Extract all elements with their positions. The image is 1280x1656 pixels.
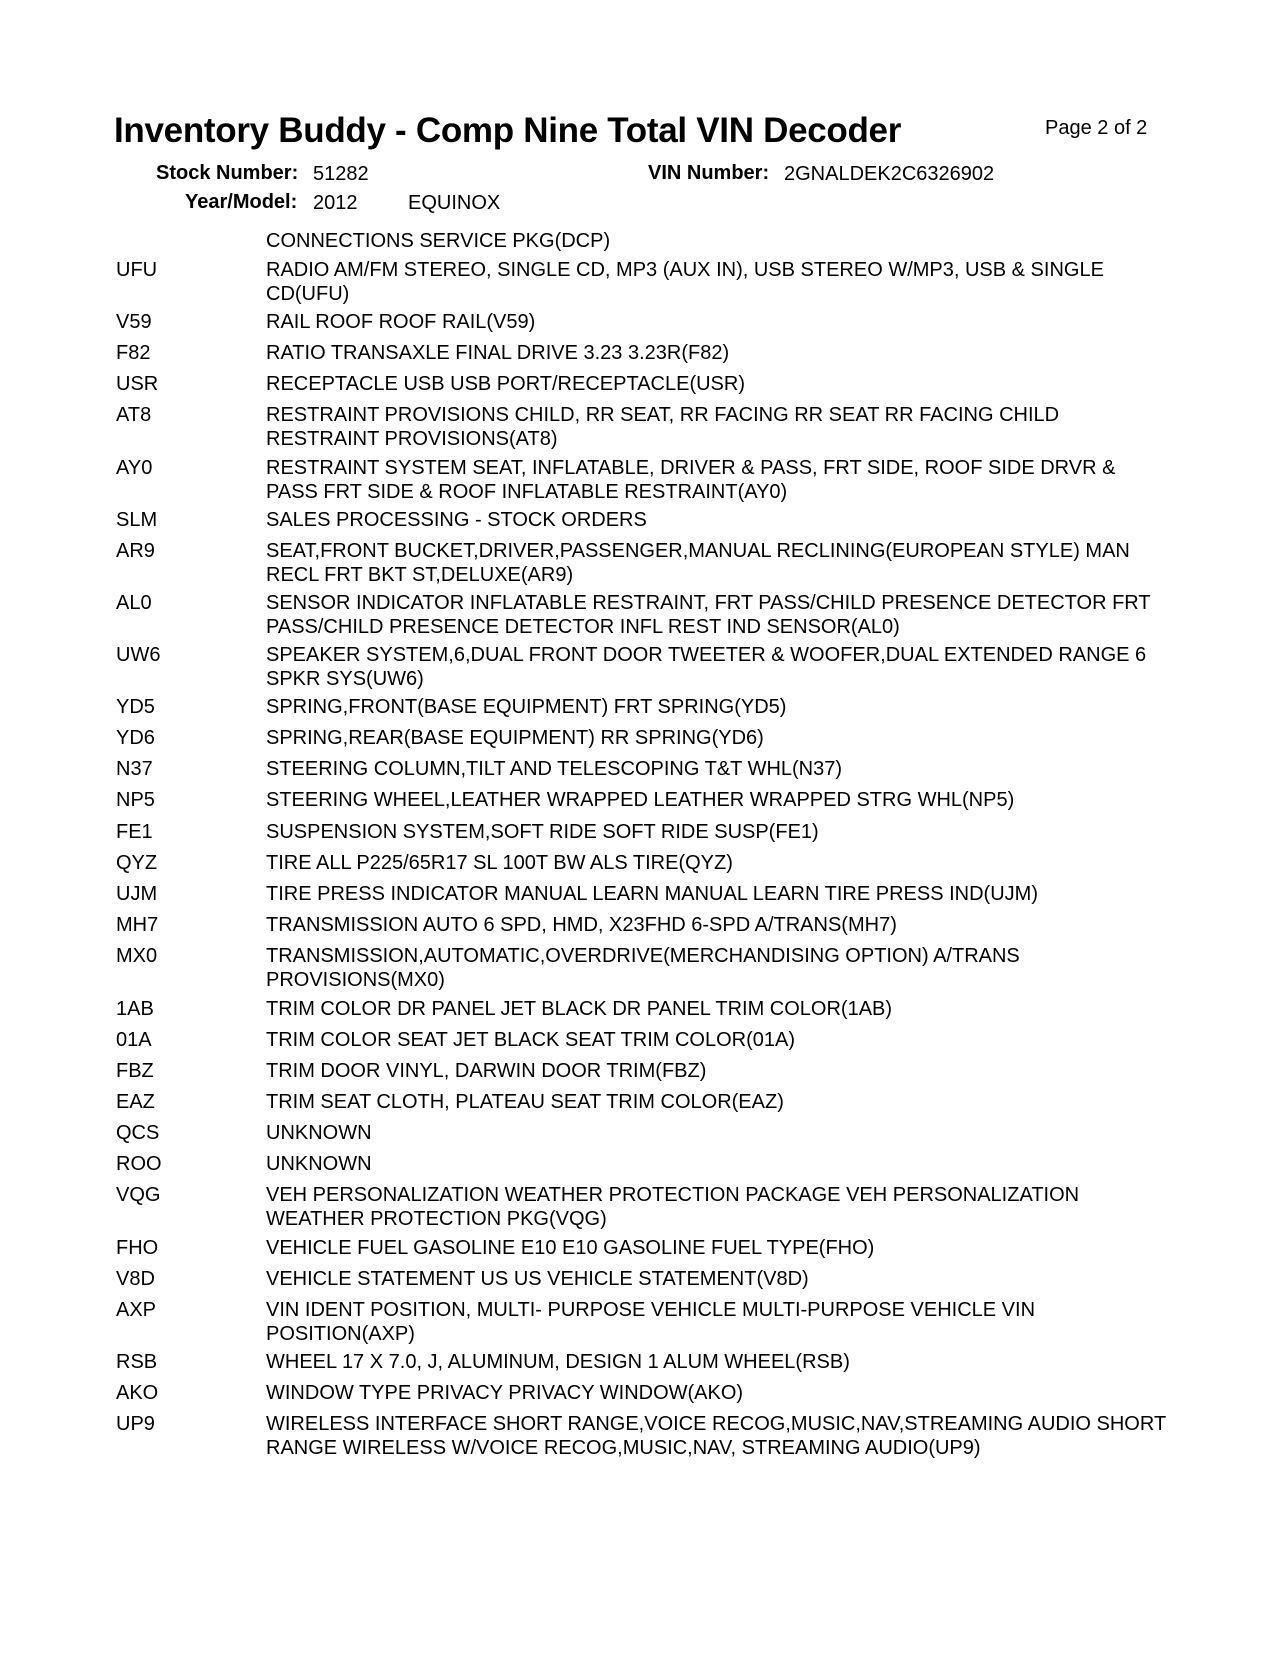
- option-description: UNKNOWN: [266, 1122, 372, 1144]
- option-description: CONNECTIONS SERVICE PKG(DCP): [266, 230, 611, 252]
- option-description: VEHICLE FUEL GASOLINE E10 E10 GASOLINE FUEL TYPE(FHO): [266, 1237, 875, 1259]
- option-code: FHO: [116, 1237, 159, 1259]
- option-description: WIRELESS INTERFACE SHORT RANGE,VOICE RECOG,MUSIC,NAV,STREAMING AUDIO SHORT RANGE WIRELESS W/VOICE RECOG,MUSIC,NAV, STREAMING AUDIO(UP9): [266, 1413, 1166, 1459]
- option-code: ROO: [116, 1153, 162, 1175]
- option-description: RATIO TRANSAXLE FINAL DRIVE 3.23 3.23R(F82): [266, 342, 730, 364]
- option-description: RESTRAINT PROVISIONS CHILD, RR SEAT, RR FACING RR SEAT RR FACING CHILD RESTRAINT PROVISIONS(AT8): [266, 404, 1060, 450]
- stock-number-label-text: Stock Number:: [156, 162, 299, 184]
- option-description: SEAT,FRONT BUCKET,DRIVER,PASSENGER,MANUAL RECLINING(EUROPEAN STYLE) MAN RECL FRT BKT ST,DELUXE(AR9): [266, 540, 1130, 586]
- option-description: SENSOR INDICATOR INFLATABLE RESTRAINT, FRT PASS/CHILD PRESENCE DETECTOR FRT PASS/CHILD PRESENCE DETECTOR INFL REST IND SENSOR(AL0): [266, 592, 1151, 638]
- option-code: 01A: [116, 1029, 152, 1051]
- option-code: FBZ: [116, 1060, 154, 1082]
- option-code: 1AB: [116, 998, 154, 1020]
- option-description: VEHICLE STATEMENT US US VEHICLE STATEMENT(V8D): [266, 1268, 809, 1290]
- option-code: AY0: [116, 457, 153, 479]
- option-description: VIN IDENT POSITION, MULTI- PURPOSE VEHICLE MULTI-PURPOSE VEHICLE VIN POSITION(AXP): [266, 1299, 1036, 1345]
- vin-number-label-text: VIN Number:: [648, 162, 770, 184]
- option-code: UFU: [116, 259, 158, 281]
- option-description: WINDOW TYPE PRIVACY PRIVACY WINDOW(AKO): [266, 1382, 744, 1404]
- option-description: TIRE ALL P225/65R17 SL 100T BW ALS TIRE(QYZ): [266, 852, 733, 874]
- model-value: EQUINOX: [408, 192, 501, 214]
- option-code: FE1: [116, 821, 153, 843]
- option-code: AL0: [116, 592, 152, 614]
- option-description: RADIO AM/FM STEREO, SINGLE CD, MP3 (AUX IN), USB STEREO W/MP3, USB & SINGLE CD(UFU): [266, 259, 1104, 305]
- option-code: AT8: [116, 404, 152, 426]
- option-code: MH7: [116, 914, 159, 936]
- option-code: EAZ: [116, 1091, 155, 1113]
- year-value: 2012: [313, 192, 358, 214]
- option-description: STEERING WHEEL,LEATHER WRAPPED LEATHER WRAPPED STRG WHL(NP5): [266, 789, 1015, 811]
- option-description: UNKNOWN: [266, 1153, 372, 1175]
- option-code: USR: [116, 373, 159, 395]
- option-description: SALES PROCESSING - STOCK ORDERS: [266, 509, 647, 531]
- page-number: Page 2 of 2: [1045, 117, 1148, 139]
- option-code: N37: [116, 758, 153, 780]
- option-description: RAIL ROOF ROOF RAIL(V59): [266, 311, 536, 333]
- option-description: SUSPENSION SYSTEM,SOFT RIDE SOFT RIDE SUSP(FE1): [266, 821, 819, 843]
- option-code: QYZ: [116, 852, 158, 874]
- option-code: NP5: [116, 789, 155, 811]
- option-code: V8D: [116, 1268, 155, 1290]
- option-description: VEH PERSONALIZATION WEATHER PROTECTION PACKAGE VEH PERSONALIZATION WEATHER PROTECTION PKG(VQG): [266, 1184, 1080, 1230]
- option-description: TRANSMISSION,AUTOMATIC,OVERDRIVE(MERCHANDISING OPTION) A/TRANS PROVISIONS(MX0): [266, 945, 1020, 991]
- option-code: MX0: [116, 945, 158, 967]
- year-model-label-text: Year/Model:: [185, 191, 298, 213]
- option-code: SLM: [116, 509, 158, 531]
- option-code: YD5: [116, 696, 155, 718]
- option-description: TRIM SEAT CLOTH, PLATEAU SEAT TRIM COLOR(EAZ): [266, 1091, 784, 1113]
- option-code: YD6: [116, 727, 155, 749]
- option-code: RSB: [116, 1351, 158, 1373]
- option-description: TRIM COLOR SEAT JET BLACK SEAT TRIM COLOR(01A): [266, 1029, 796, 1051]
- option-description: STEERING COLUMN,TILT AND TELESCOPING T&T WHL(N37): [266, 758, 843, 780]
- option-description: SPRING,REAR(BASE EQUIPMENT) RR SPRING(YD6): [266, 727, 764, 749]
- option-description: TIRE PRESS INDICATOR MANUAL LEARN MANUAL LEARN TIRE PRESS IND(UJM): [266, 883, 1038, 905]
- option-description: TRIM COLOR DR PANEL JET BLACK DR PANEL TRIM COLOR(1AB): [266, 998, 893, 1020]
- option-description: RESTRAINT SYSTEM SEAT, INFLATABLE, DRIVER & PASS, FRT SIDE, ROOF SIDE DRVR & PASS FRT SIDE & ROOF INFLATABLE RESTRAINT(AY0): [266, 457, 1116, 503]
- year-model-label: [185, 191, 297, 214]
- option-code: V59: [116, 311, 152, 333]
- option-description: RECEPTACLE USB USB PORT/RECEPTACLE(USR): [266, 373, 745, 395]
- option-code: UW6: [116, 644, 161, 666]
- option-description: WHEEL 17 X 7.0, J, ALUMINUM, DESIGN 1 ALUM WHEEL(RSB): [266, 1351, 850, 1373]
- option-code: AR9: [116, 540, 155, 562]
- vin-number-label: [648, 162, 769, 185]
- option-code: VQG: [116, 1184, 161, 1206]
- option-code: AKO: [116, 1382, 159, 1404]
- vin-number-value: 2GNALDEK2C6326902: [784, 163, 995, 185]
- stock-number-value: 51282: [313, 163, 369, 185]
- option-description: TRIM DOOR VINYL, DARWIN DOOR TRIM(FBZ): [266, 1060, 707, 1082]
- option-description: SPEAKER SYSTEM,6,DUAL FRONT DOOR TWEETER & WOOFER,DUAL EXTENDED RANGE 6 SPKR SYS(UW6): [266, 644, 1147, 690]
- stock-number-label: [156, 162, 298, 185]
- option-code: QCS: [116, 1122, 160, 1144]
- option-code: AXP: [116, 1299, 157, 1321]
- document-title: Inventory Buddy - Comp Nine Total VIN Decoder: [114, 111, 902, 150]
- option-code: F82: [116, 342, 151, 364]
- option-code: UJM: [116, 883, 158, 905]
- option-description: SPRING,FRONT(BASE EQUIPMENT) FRT SPRING(YD5): [266, 696, 787, 718]
- option-description: TRANSMISSION AUTO 6 SPD, HMD, X23FHD 6-SPD A/TRANS(MH7): [266, 914, 897, 936]
- option-code: UP9: [116, 1413, 155, 1435]
